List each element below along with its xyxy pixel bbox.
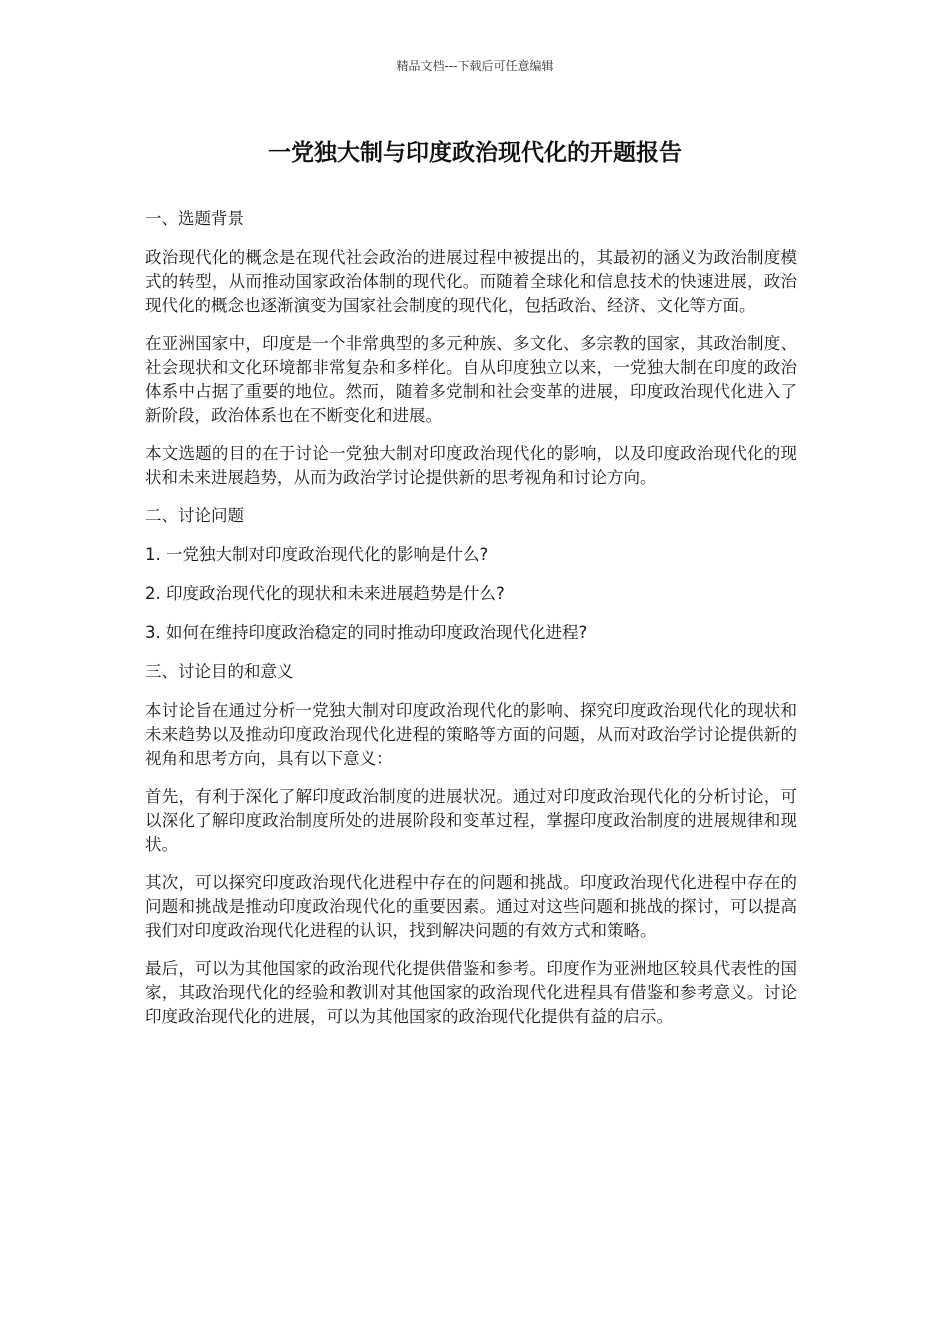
question-item: 2. 印度政治现代化的现状和未来进展趋势是什么? [145,584,505,603]
question-item: 3. 如何在维持印度政治稳定的同时推动印度政治现代化进程? [145,623,588,642]
paragraph: 在亚洲国家中，印度是一个非常典型的多元种族、多文化、多宗教的国家，其政治制度、社会现状和文化环境都非常复杂和多样化。自从印度独立以来，一党独大制在印度的政治体系中占据了重要的地位。然而，随着多党制和社会变革的进展，印度政治现代化进入了新阶段，政治体系也在不断变化和进展。 [145,334,797,425]
section-heading-purpose: 三、讨论目的和意义 [145,662,294,681]
page-header: 精品文档---下载后可任意编辑 [396,59,554,73]
paragraph: 本文选题的目的在于讨论一党独大制对印度政治现代化的影响，以及印度政治现代化的现状和未来进展趋势，从而为政治学讨论提供新的思考视角和讨论方向。 [145,444,797,487]
paragraph: 其次，可以探究印度政治现代化进程中存在的问题和挑战。印度政治现代化进程中存在的问题和挑战是推动印度政治现代化的重要因素。通过对这些问题和挑战的探讨，可以提高我们对印度政治现代化进程的认识，找到解决问题的有效方式和策略。 [145,873,797,940]
paragraph: 首先，有利于深化了解印度政治制度的进展状况。通过对印度政治现代化的分析讨论，可以深化了解印度政治制度所处的进展阶段和变革过程，掌握印度政治制度的进展规律和现状。 [145,787,797,854]
paragraph: 最后，可以为其他国家的政治现代化提供借鉴和参考。印度作为亚洲地区较具代表性的国家，其政治现代化的经验和教训对其他国家的政治现代化进程具有借鉴和参考意义。讨论印度政治现代化的进展，可以为其他国家的政治现代化提供有益的启示。 [145,959,797,1026]
section-heading-questions: 二、讨论问题 [145,506,244,525]
paragraph: 本讨论旨在通过分析一党独大制对印度政治现代化的影响、探究印度政治现代化的现状和未来趋势以及推动印度政治现代化进程的策略等方面的问题，从而对政治学讨论提供新的视角和思考方向，具有以下意义： [145,701,797,768]
document-title: 一党独大制与印度政治现代化的开题报告 [268,140,682,166]
paragraph: 政治现代化的概念是在现代社会政治的进展过程中被提出的，其最初的涵义为政治制度模式的转型，从而推动国家政治体制的现代化。而随着全球化和信息技术的快速进展，政治现代化的概念也逐渐演变为国家社会制度的现代化，包括政治、经济、文化等方面。 [145,248,797,315]
section-heading-background: 一、选题背景 [145,209,244,228]
document-body [145,207,797,1043]
question-item: 1. 一党独大制对印度政治现代化的影响是什么? [145,545,489,564]
